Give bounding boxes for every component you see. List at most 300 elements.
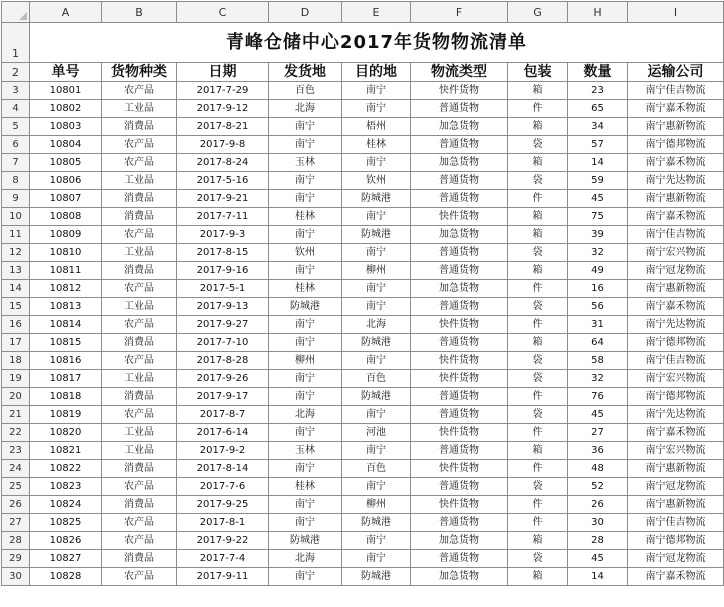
cell-date[interactable]: 2017-9-25 bbox=[177, 496, 269, 514]
cell-logistics-type[interactable]: 快件货物 bbox=[411, 496, 508, 514]
cell-packaging[interactable]: 袋 bbox=[508, 550, 568, 568]
cell-date[interactable]: 2017-8-7 bbox=[177, 406, 269, 424]
row-header[interactable]: 19 bbox=[2, 370, 30, 388]
cell-carrier[interactable]: 南宁德邦物流 bbox=[628, 532, 724, 550]
cell-order-no[interactable]: 10818 bbox=[30, 388, 102, 406]
cell-date[interactable]: 2017-8-28 bbox=[177, 352, 269, 370]
row-header[interactable]: 8 bbox=[2, 172, 30, 190]
cell-packaging[interactable]: 袋 bbox=[508, 172, 568, 190]
column-header-h[interactable]: H bbox=[568, 2, 628, 23]
cell-quantity[interactable]: 27 bbox=[568, 424, 628, 442]
cell-origin[interactable]: 百色 bbox=[269, 82, 342, 100]
cell-date[interactable]: 2017-7-29 bbox=[177, 82, 269, 100]
cell-carrier[interactable]: 南宁冠龙物流 bbox=[628, 550, 724, 568]
cell-origin[interactable]: 南宁 bbox=[269, 190, 342, 208]
column-header-g[interactable]: G bbox=[508, 2, 568, 23]
cell-goods-type[interactable]: 农产品 bbox=[102, 568, 177, 586]
row-header[interactable]: 25 bbox=[2, 478, 30, 496]
cell-packaging[interactable]: 箱 bbox=[508, 154, 568, 172]
cell-order-no[interactable]: 10826 bbox=[30, 532, 102, 550]
cell-logistics-type[interactable]: 普通货物 bbox=[411, 334, 508, 352]
cell-quantity[interactable]: 59 bbox=[568, 172, 628, 190]
cell-date[interactable]: 2017-8-15 bbox=[177, 244, 269, 262]
row-header[interactable]: 11 bbox=[2, 226, 30, 244]
cell-logistics-type[interactable]: 普通货物 bbox=[411, 190, 508, 208]
row-header[interactable]: 3 bbox=[2, 82, 30, 100]
cell-order-no[interactable]: 10813 bbox=[30, 298, 102, 316]
row-header[interactable]: 18 bbox=[2, 352, 30, 370]
cell-destination[interactable]: 南宁 bbox=[342, 442, 411, 460]
cell-date[interactable]: 2017-8-24 bbox=[177, 154, 269, 172]
cell-packaging[interactable]: 件 bbox=[508, 388, 568, 406]
cell-origin[interactable]: 南宁 bbox=[269, 118, 342, 136]
row-header[interactable]: 2 bbox=[2, 63, 30, 82]
cell-packaging[interactable]: 袋 bbox=[508, 478, 568, 496]
cell-logistics-type[interactable]: 快件货物 bbox=[411, 82, 508, 100]
cell-date[interactable]: 2017-5-1 bbox=[177, 280, 269, 298]
cell-quantity[interactable]: 39 bbox=[568, 226, 628, 244]
row-header[interactable]: 30 bbox=[2, 568, 30, 586]
cell-logistics-type[interactable]: 加急货物 bbox=[411, 154, 508, 172]
cell-order-no[interactable]: 10808 bbox=[30, 208, 102, 226]
cell-quantity[interactable]: 32 bbox=[568, 244, 628, 262]
cell-date[interactable]: 2017-9-22 bbox=[177, 532, 269, 550]
cell-packaging[interactable]: 件 bbox=[508, 460, 568, 478]
cell-destination[interactable]: 南宁 bbox=[342, 478, 411, 496]
cell-order-no[interactable]: 10802 bbox=[30, 100, 102, 118]
header-cell-packaging[interactable]: 包装 bbox=[508, 63, 568, 82]
column-header-e[interactable]: E bbox=[342, 2, 411, 23]
row-header[interactable]: 27 bbox=[2, 514, 30, 532]
cell-destination[interactable]: 柳州 bbox=[342, 496, 411, 514]
cell-origin[interactable]: 桂林 bbox=[269, 280, 342, 298]
cell-origin[interactable]: 北海 bbox=[269, 406, 342, 424]
column-header-a[interactable]: A bbox=[30, 2, 102, 23]
cell-quantity[interactable]: 45 bbox=[568, 190, 628, 208]
row-header[interactable]: 21 bbox=[2, 406, 30, 424]
cell-packaging[interactable]: 件 bbox=[508, 280, 568, 298]
cell-goods-type[interactable]: 消费品 bbox=[102, 550, 177, 568]
header-cell-goods-type[interactable]: 货物种类 bbox=[102, 63, 177, 82]
cell-quantity[interactable]: 23 bbox=[568, 82, 628, 100]
cell-goods-type[interactable]: 消费品 bbox=[102, 262, 177, 280]
cell-goods-type[interactable]: 农产品 bbox=[102, 532, 177, 550]
cell-origin[interactable]: 南宁 bbox=[269, 262, 342, 280]
cell-destination[interactable]: 南宁 bbox=[342, 280, 411, 298]
cell-packaging[interactable]: 件 bbox=[508, 190, 568, 208]
row-header[interactable]: 13 bbox=[2, 262, 30, 280]
cell-origin[interactable]: 南宁 bbox=[269, 172, 342, 190]
column-header-i[interactable]: I bbox=[628, 2, 724, 23]
column-header-c[interactable]: C bbox=[177, 2, 269, 23]
cell-goods-type[interactable]: 工业品 bbox=[102, 298, 177, 316]
header-cell-carrier[interactable]: 运输公司 bbox=[628, 63, 724, 82]
column-header-b[interactable]: B bbox=[102, 2, 177, 23]
cell-logistics-type[interactable]: 普通货物 bbox=[411, 388, 508, 406]
cell-destination[interactable]: 百色 bbox=[342, 460, 411, 478]
cell-destination[interactable]: 北海 bbox=[342, 316, 411, 334]
row-header[interactable]: 26 bbox=[2, 496, 30, 514]
cell-origin[interactable]: 玉林 bbox=[269, 442, 342, 460]
row-header[interactable]: 22 bbox=[2, 424, 30, 442]
row-header[interactable]: 4 bbox=[2, 100, 30, 118]
cell-logistics-type[interactable]: 加急货物 bbox=[411, 532, 508, 550]
cell-order-no[interactable]: 10817 bbox=[30, 370, 102, 388]
cell-destination[interactable]: 南宁 bbox=[342, 154, 411, 172]
cell-order-no[interactable]: 10804 bbox=[30, 136, 102, 154]
row-header[interactable]: 9 bbox=[2, 190, 30, 208]
cell-destination[interactable]: 南宁 bbox=[342, 82, 411, 100]
cell-origin[interactable]: 南宁 bbox=[269, 568, 342, 586]
cell-logistics-type[interactable]: 加急货物 bbox=[411, 118, 508, 136]
column-header-d[interactable]: D bbox=[269, 2, 342, 23]
cell-logistics-type[interactable]: 普通货物 bbox=[411, 514, 508, 532]
cell-order-no[interactable]: 10809 bbox=[30, 226, 102, 244]
cell-quantity[interactable]: 49 bbox=[568, 262, 628, 280]
cell-goods-type[interactable]: 消费品 bbox=[102, 496, 177, 514]
cell-date[interactable]: 2017-7-11 bbox=[177, 208, 269, 226]
cell-packaging[interactable]: 件 bbox=[508, 100, 568, 118]
cell-carrier[interactable]: 南宁先达物流 bbox=[628, 406, 724, 424]
cell-logistics-type[interactable]: 普通货物 bbox=[411, 478, 508, 496]
cell-order-no[interactable]: 10824 bbox=[30, 496, 102, 514]
column-header-f[interactable]: F bbox=[411, 2, 508, 23]
cell-quantity[interactable]: 26 bbox=[568, 496, 628, 514]
cell-date[interactable]: 2017-7-4 bbox=[177, 550, 269, 568]
cell-goods-type[interactable]: 工业品 bbox=[102, 424, 177, 442]
cell-quantity[interactable]: 45 bbox=[568, 406, 628, 424]
row-header[interactable]: 10 bbox=[2, 208, 30, 226]
cell-quantity[interactable]: 31 bbox=[568, 316, 628, 334]
cell-goods-type[interactable]: 农产品 bbox=[102, 136, 177, 154]
cell-origin[interactable]: 南宁 bbox=[269, 370, 342, 388]
cell-logistics-type[interactable]: 普通货物 bbox=[411, 298, 508, 316]
cell-packaging[interactable]: 箱 bbox=[508, 568, 568, 586]
cell-logistics-type[interactable]: 加急货物 bbox=[411, 226, 508, 244]
row-header[interactable]: 12 bbox=[2, 244, 30, 262]
cell-destination[interactable]: 南宁 bbox=[342, 100, 411, 118]
row-header[interactable]: 23 bbox=[2, 442, 30, 460]
row-header[interactable]: 6 bbox=[2, 136, 30, 154]
cell-date[interactable]: 2017-9-21 bbox=[177, 190, 269, 208]
sheet-title-cell[interactable]: 青峰仓储中心2017年货物物流清单 bbox=[30, 23, 724, 63]
cell-carrier[interactable]: 南宁佳吉物流 bbox=[628, 352, 724, 370]
cell-packaging[interactable]: 袋 bbox=[508, 370, 568, 388]
cell-packaging[interactable]: 箱 bbox=[508, 442, 568, 460]
cell-destination[interactable]: 南宁 bbox=[342, 244, 411, 262]
cell-origin[interactable]: 桂林 bbox=[269, 208, 342, 226]
cell-quantity[interactable]: 45 bbox=[568, 550, 628, 568]
cell-carrier[interactable]: 南宁惠新物流 bbox=[628, 460, 724, 478]
cell-carrier[interactable]: 南宁惠新物流 bbox=[628, 280, 724, 298]
cell-date[interactable]: 2017-9-3 bbox=[177, 226, 269, 244]
cell-date[interactable]: 2017-5-16 bbox=[177, 172, 269, 190]
cell-packaging[interactable]: 箱 bbox=[508, 532, 568, 550]
header-cell-logistics-type[interactable]: 物流类型 bbox=[411, 63, 508, 82]
cell-order-no[interactable]: 10815 bbox=[30, 334, 102, 352]
cell-goods-type[interactable]: 农产品 bbox=[102, 280, 177, 298]
cell-order-no[interactable]: 10823 bbox=[30, 478, 102, 496]
cell-logistics-type[interactable]: 快件货物 bbox=[411, 370, 508, 388]
cell-destination[interactable]: 南宁 bbox=[342, 550, 411, 568]
cell-origin[interactable]: 南宁 bbox=[269, 334, 342, 352]
cell-order-no[interactable]: 10820 bbox=[30, 424, 102, 442]
cell-order-no[interactable]: 10805 bbox=[30, 154, 102, 172]
cell-goods-type[interactable]: 农产品 bbox=[102, 514, 177, 532]
cell-origin[interactable]: 北海 bbox=[269, 100, 342, 118]
cell-destination[interactable]: 南宁 bbox=[342, 352, 411, 370]
cell-carrier[interactable]: 南宁嘉禾物流 bbox=[628, 154, 724, 172]
cell-quantity[interactable]: 65 bbox=[568, 100, 628, 118]
cell-date[interactable]: 2017-9-11 bbox=[177, 568, 269, 586]
cell-destination[interactable]: 防城港 bbox=[342, 226, 411, 244]
cell-origin[interactable]: 柳州 bbox=[269, 352, 342, 370]
cell-order-no[interactable]: 10821 bbox=[30, 442, 102, 460]
cell-destination[interactable]: 梧州 bbox=[342, 118, 411, 136]
row-header[interactable]: 20 bbox=[2, 388, 30, 406]
header-cell-order-no[interactable]: 单号 bbox=[30, 63, 102, 82]
cell-order-no[interactable]: 10803 bbox=[30, 118, 102, 136]
cell-quantity[interactable]: 16 bbox=[568, 280, 628, 298]
cell-logistics-type[interactable]: 快件货物 bbox=[411, 352, 508, 370]
cell-origin[interactable]: 防城港 bbox=[269, 298, 342, 316]
cell-destination[interactable]: 防城港 bbox=[342, 334, 411, 352]
cell-quantity[interactable]: 58 bbox=[568, 352, 628, 370]
cell-carrier[interactable]: 南宁德邦物流 bbox=[628, 388, 724, 406]
cell-quantity[interactable]: 34 bbox=[568, 118, 628, 136]
cell-goods-type[interactable]: 农产品 bbox=[102, 226, 177, 244]
cell-carrier[interactable]: 南宁嘉禾物流 bbox=[628, 298, 724, 316]
header-cell-date[interactable]: 日期 bbox=[177, 63, 269, 82]
row-header[interactable]: 17 bbox=[2, 334, 30, 352]
cell-destination[interactable]: 柳州 bbox=[342, 262, 411, 280]
cell-date[interactable]: 2017-9-26 bbox=[177, 370, 269, 388]
cell-origin[interactable]: 桂林 bbox=[269, 478, 342, 496]
cell-carrier[interactable]: 南宁嘉禾物流 bbox=[628, 568, 724, 586]
cell-quantity[interactable]: 36 bbox=[568, 442, 628, 460]
cell-order-no[interactable]: 10822 bbox=[30, 460, 102, 478]
cell-destination[interactable]: 钦州 bbox=[342, 172, 411, 190]
cell-packaging[interactable]: 袋 bbox=[508, 406, 568, 424]
header-cell-origin[interactable]: 发货地 bbox=[269, 63, 342, 82]
cell-destination[interactable]: 南宁 bbox=[342, 208, 411, 226]
cell-origin[interactable]: 南宁 bbox=[269, 316, 342, 334]
cell-order-no[interactable]: 10827 bbox=[30, 550, 102, 568]
cell-quantity[interactable]: 30 bbox=[568, 514, 628, 532]
cell-goods-type[interactable]: 消费品 bbox=[102, 460, 177, 478]
cell-date[interactable]: 2017-7-6 bbox=[177, 478, 269, 496]
cell-order-no[interactable]: 10816 bbox=[30, 352, 102, 370]
cell-date[interactable]: 2017-9-17 bbox=[177, 388, 269, 406]
cell-carrier[interactable]: 南宁惠新物流 bbox=[628, 496, 724, 514]
row-header[interactable]: 5 bbox=[2, 118, 30, 136]
cell-destination[interactable]: 百色 bbox=[342, 370, 411, 388]
header-cell-quantity[interactable]: 数量 bbox=[568, 63, 628, 82]
cell-order-no[interactable]: 10811 bbox=[30, 262, 102, 280]
cell-carrier[interactable]: 南宁冠龙物流 bbox=[628, 262, 724, 280]
cell-order-no[interactable]: 10819 bbox=[30, 406, 102, 424]
cell-order-no[interactable]: 10812 bbox=[30, 280, 102, 298]
cell-carrier[interactable]: 南宁宏兴物流 bbox=[628, 370, 724, 388]
cell-origin[interactable]: 南宁 bbox=[269, 496, 342, 514]
cell-quantity[interactable]: 14 bbox=[568, 568, 628, 586]
cell-logistics-type[interactable]: 普通货物 bbox=[411, 136, 508, 154]
cell-packaging[interactable]: 箱 bbox=[508, 82, 568, 100]
cell-packaging[interactable]: 箱 bbox=[508, 226, 568, 244]
cell-carrier[interactable]: 南宁嘉禾物流 bbox=[628, 208, 724, 226]
cell-destination[interactable]: 防城港 bbox=[342, 568, 411, 586]
cell-packaging[interactable]: 箱 bbox=[508, 334, 568, 352]
cell-quantity[interactable]: 56 bbox=[568, 298, 628, 316]
cell-packaging[interactable]: 箱 bbox=[508, 208, 568, 226]
cell-goods-type[interactable]: 消费品 bbox=[102, 208, 177, 226]
cell-carrier[interactable]: 南宁冠龙物流 bbox=[628, 478, 724, 496]
cell-quantity[interactable]: 52 bbox=[568, 478, 628, 496]
cell-logistics-type[interactable]: 加急货物 bbox=[411, 280, 508, 298]
cell-goods-type[interactable]: 消费品 bbox=[102, 334, 177, 352]
cell-destination[interactable]: 防城港 bbox=[342, 514, 411, 532]
cell-date[interactable]: 2017-9-12 bbox=[177, 100, 269, 118]
cell-carrier[interactable]: 南宁德邦物流 bbox=[628, 334, 724, 352]
cell-packaging[interactable]: 袋 bbox=[508, 136, 568, 154]
cell-date[interactable]: 2017-9-27 bbox=[177, 316, 269, 334]
cell-logistics-type[interactable]: 快件货物 bbox=[411, 424, 508, 442]
cell-origin[interactable]: 钦州 bbox=[269, 244, 342, 262]
cell-goods-type[interactable]: 农产品 bbox=[102, 316, 177, 334]
cell-logistics-type[interactable]: 普通货物 bbox=[411, 442, 508, 460]
cell-carrier[interactable]: 南宁德邦物流 bbox=[628, 136, 724, 154]
cell-carrier[interactable]: 南宁先达物流 bbox=[628, 316, 724, 334]
cell-date[interactable]: 2017-9-16 bbox=[177, 262, 269, 280]
cell-goods-type[interactable]: 工业品 bbox=[102, 244, 177, 262]
cell-quantity[interactable]: 75 bbox=[568, 208, 628, 226]
cell-date[interactable]: 2017-8-1 bbox=[177, 514, 269, 532]
cell-goods-type[interactable]: 农产品 bbox=[102, 352, 177, 370]
row-header[interactable]: 24 bbox=[2, 460, 30, 478]
cell-packaging[interactable]: 袋 bbox=[508, 298, 568, 316]
cell-order-no[interactable]: 10807 bbox=[30, 190, 102, 208]
cell-packaging[interactable]: 箱 bbox=[508, 262, 568, 280]
cell-packaging[interactable]: 袋 bbox=[508, 244, 568, 262]
cell-carrier[interactable]: 南宁佳吉物流 bbox=[628, 82, 724, 100]
cell-origin[interactable]: 南宁 bbox=[269, 136, 342, 154]
cell-carrier[interactable]: 南宁宏兴物流 bbox=[628, 244, 724, 262]
cell-destination[interactable]: 防城港 bbox=[342, 388, 411, 406]
cell-origin[interactable]: 南宁 bbox=[269, 514, 342, 532]
cell-carrier[interactable]: 南宁嘉禾物流 bbox=[628, 100, 724, 118]
row-header[interactable]: 29 bbox=[2, 550, 30, 568]
cell-date[interactable]: 2017-9-8 bbox=[177, 136, 269, 154]
row-header[interactable]: 16 bbox=[2, 316, 30, 334]
row-header[interactable]: 1 bbox=[2, 23, 30, 63]
cell-logistics-type[interactable]: 普通货物 bbox=[411, 262, 508, 280]
cell-destination[interactable]: 桂林 bbox=[342, 136, 411, 154]
cell-carrier[interactable]: 南宁先达物流 bbox=[628, 172, 724, 190]
cell-packaging[interactable]: 箱 bbox=[508, 118, 568, 136]
cell-logistics-type[interactable]: 普通货物 bbox=[411, 100, 508, 118]
cell-destination[interactable]: 南宁 bbox=[342, 298, 411, 316]
cell-packaging[interactable]: 件 bbox=[508, 316, 568, 334]
cell-origin[interactable]: 北海 bbox=[269, 550, 342, 568]
cell-goods-type[interactable]: 消费品 bbox=[102, 118, 177, 136]
cell-goods-type[interactable]: 工业品 bbox=[102, 172, 177, 190]
row-header[interactable]: 15 bbox=[2, 298, 30, 316]
cell-logistics-type[interactable]: 快件货物 bbox=[411, 316, 508, 334]
cell-date[interactable]: 2017-8-21 bbox=[177, 118, 269, 136]
cell-goods-type[interactable]: 工业品 bbox=[102, 442, 177, 460]
cell-logistics-type[interactable]: 普通货物 bbox=[411, 550, 508, 568]
cell-origin[interactable]: 南宁 bbox=[269, 388, 342, 406]
cell-packaging[interactable]: 袋 bbox=[508, 352, 568, 370]
cell-date[interactable]: 2017-9-2 bbox=[177, 442, 269, 460]
cell-quantity[interactable]: 76 bbox=[568, 388, 628, 406]
cell-carrier[interactable]: 南宁佳吉物流 bbox=[628, 226, 724, 244]
header-cell-destination[interactable]: 目的地 bbox=[342, 63, 411, 82]
cell-destination[interactable]: 防城港 bbox=[342, 190, 411, 208]
cell-date[interactable]: 2017-8-14 bbox=[177, 460, 269, 478]
cell-origin[interactable]: 玉林 bbox=[269, 154, 342, 172]
cell-order-no[interactable]: 10801 bbox=[30, 82, 102, 100]
row-header[interactable]: 28 bbox=[2, 532, 30, 550]
cell-destination[interactable]: 南宁 bbox=[342, 532, 411, 550]
cell-packaging[interactable]: 件 bbox=[508, 514, 568, 532]
cell-destination[interactable]: 河池 bbox=[342, 424, 411, 442]
cell-logistics-type[interactable]: 普通货物 bbox=[411, 244, 508, 262]
cell-quantity[interactable]: 14 bbox=[568, 154, 628, 172]
cell-date[interactable]: 2017-7-10 bbox=[177, 334, 269, 352]
select-all-corner[interactable] bbox=[2, 2, 30, 23]
cell-carrier[interactable]: 南宁惠新物流 bbox=[628, 190, 724, 208]
cell-carrier[interactable]: 南宁宏兴物流 bbox=[628, 442, 724, 460]
cell-date[interactable]: 2017-9-13 bbox=[177, 298, 269, 316]
cell-order-no[interactable]: 10825 bbox=[30, 514, 102, 532]
cell-goods-type[interactable]: 农产品 bbox=[102, 82, 177, 100]
row-header[interactable]: 7 bbox=[2, 154, 30, 172]
cell-quantity[interactable]: 64 bbox=[568, 334, 628, 352]
cell-logistics-type[interactable]: 加急货物 bbox=[411, 568, 508, 586]
cell-packaging[interactable]: 件 bbox=[508, 496, 568, 514]
cell-packaging[interactable]: 件 bbox=[508, 424, 568, 442]
cell-order-no[interactable]: 10828 bbox=[30, 568, 102, 586]
cell-carrier[interactable]: 南宁嘉禾物流 bbox=[628, 424, 724, 442]
cell-carrier[interactable]: 南宁惠新物流 bbox=[628, 118, 724, 136]
cell-logistics-type[interactable]: 普通货物 bbox=[411, 406, 508, 424]
cell-goods-type[interactable]: 工业品 bbox=[102, 370, 177, 388]
cell-goods-type[interactable]: 消费品 bbox=[102, 190, 177, 208]
cell-goods-type[interactable]: 消费品 bbox=[102, 388, 177, 406]
cell-goods-type[interactable]: 农产品 bbox=[102, 406, 177, 424]
cell-logistics-type[interactable]: 快件货物 bbox=[411, 460, 508, 478]
cell-quantity[interactable]: 57 bbox=[568, 136, 628, 154]
cell-origin[interactable]: 南宁 bbox=[269, 226, 342, 244]
cell-origin[interactable]: 南宁 bbox=[269, 424, 342, 442]
cell-logistics-type[interactable]: 普通货物 bbox=[411, 172, 508, 190]
cell-carrier[interactable]: 南宁佳吉物流 bbox=[628, 514, 724, 532]
cell-origin[interactable]: 南宁 bbox=[269, 460, 342, 478]
cell-destination[interactable]: 南宁 bbox=[342, 406, 411, 424]
cell-order-no[interactable]: 10810 bbox=[30, 244, 102, 262]
cell-order-no[interactable]: 10806 bbox=[30, 172, 102, 190]
cell-quantity[interactable]: 32 bbox=[568, 370, 628, 388]
cell-goods-type[interactable]: 工业品 bbox=[102, 100, 177, 118]
cell-quantity[interactable]: 48 bbox=[568, 460, 628, 478]
cell-date[interactable]: 2017-6-14 bbox=[177, 424, 269, 442]
cell-origin[interactable]: 防城港 bbox=[269, 532, 342, 550]
cell-goods-type[interactable]: 农产品 bbox=[102, 154, 177, 172]
cell-order-no[interactable]: 10814 bbox=[30, 316, 102, 334]
row-header[interactable]: 14 bbox=[2, 280, 30, 298]
cell-goods-type[interactable]: 农产品 bbox=[102, 478, 177, 496]
